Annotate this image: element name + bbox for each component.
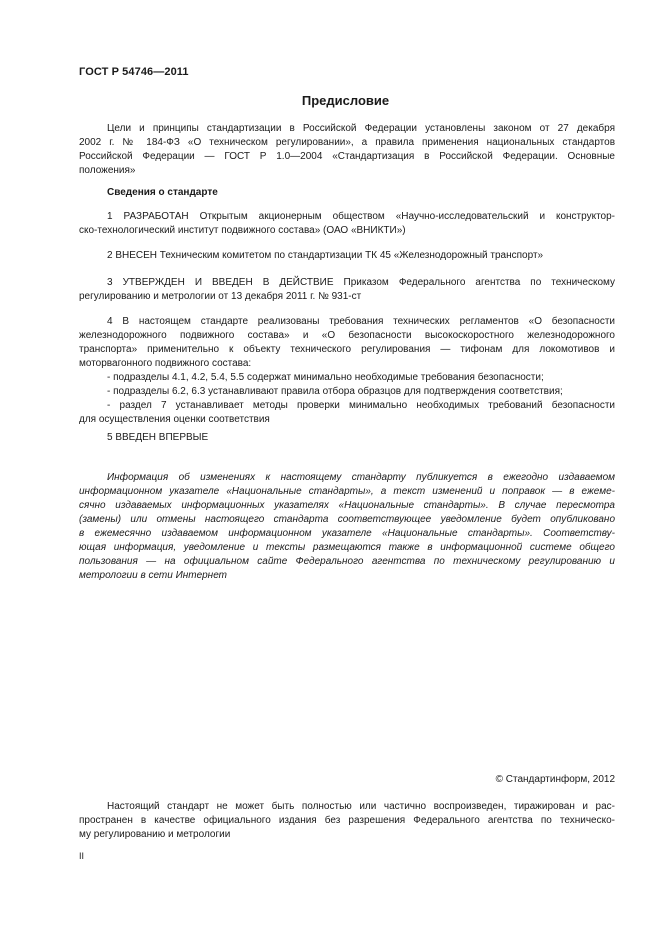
list-item xyxy=(79,249,615,263)
text-line: 4 В настоящем стандарте реализованы требования технических регламентов «О безопасности xyxy=(107,316,615,327)
intro-paragraph xyxy=(79,122,615,178)
text-line: Информация об изменениях к настоящему стандарту публикуется в ежегодно издаваемом xyxy=(107,472,615,483)
text-line: 2 ВНЕСЕН Техническим комитетом по стандартизации ТК 45 «Железнодорожный транспорт» xyxy=(107,250,544,261)
text-line: транспорта» применительно к объекту технического регулирования — тифонам для локомотивов и xyxy=(79,344,615,355)
text-line: положения» xyxy=(79,165,136,176)
text-line: Цели и принципы стандартизации в Российской Федерации установлены законом от 27 декабря xyxy=(107,123,615,134)
text-line: пользования — на официальном сайте Федерального агентства по техническому регулированию и xyxy=(79,556,615,567)
text-line: 1 РАЗРАБОТАН Открытым акционерным обществом «Научно-исследовательский и конструктор- xyxy=(107,211,615,222)
text-line: моторвагонного подвижного состава: xyxy=(79,358,252,369)
list-item xyxy=(79,210,615,238)
list-item xyxy=(79,431,615,445)
text-line: пространен в качестве официального издания без разрешения Федерального агентства по техническо- xyxy=(79,815,615,826)
text-line: сячно издаваемых информационных указателях «Национальные стандарты». В случае пересмотра xyxy=(79,500,615,511)
text-line: метрологии в сети Интернет xyxy=(79,570,227,581)
text-line: для осуществления оценки соответствия xyxy=(79,414,270,425)
page-title: Предисловие xyxy=(301,93,390,108)
copyright: © Стандартинформ, 2012 xyxy=(495,774,615,785)
text-line: 2002 г. № 184-ФЗ «О техническом регулировании», а правила применения национальных стандартов xyxy=(79,137,615,148)
list-item xyxy=(79,276,615,304)
text-line: - подразделы 4.1, 4.2, 5.4, 5.5 содержат минимально необходимые требования безопасности; xyxy=(107,372,544,383)
section-heading: Сведения о стандарте xyxy=(107,187,218,198)
rights-paragraph xyxy=(79,800,615,842)
text-line: - подразделы 6.2, 6.3 устанавливают правила отбора образцов для подтверждения соответствия; xyxy=(107,386,563,397)
text-line: ющая информация, уведомление и тексты размещаются также в информационной системе общего xyxy=(79,542,615,553)
text-line: ско-технологический институт подвижного состава» (ОАО «ВНИКТИ») xyxy=(79,225,406,236)
text-line: в ежемесячно издаваемом информационном указателе «Национальные стандарты». Соответству- xyxy=(79,528,615,539)
text-line: - раздел 7 устанавливает методы проверки минимально необходимых требований безопасности xyxy=(107,400,615,411)
text-line: му регулированию и метрологии xyxy=(79,829,231,840)
list-item xyxy=(79,315,615,427)
text-line: Российской Федерации — ГОСТ Р 1.0—2004 «Стандартизация в Российской Федерации. Основные xyxy=(79,151,615,162)
text-line: 3 УТВЕРЖДЕН И ВВЕДЕН В ДЕЙСТВИЕ Приказом Федерального агентства по техническому xyxy=(107,277,615,288)
document-code: ГОСТ Р 54746—2011 xyxy=(79,66,189,78)
text-line: Настоящий стандарт не может быть полностью или частично воспроизведен, тиражирован и рас- xyxy=(107,801,615,812)
text-line: железнодорожного подвижного состава» и «О безопасности высокоскоростного железнодорожного xyxy=(79,330,615,341)
text-line: (замены) или отмены настоящего стандарта соответствующее уведомление будет опубликовано xyxy=(79,514,615,525)
notice-paragraph xyxy=(79,471,615,583)
text-line: информационном указателе «Национальные стандарты», а текст изменений и поправок — в ежеме- xyxy=(79,486,615,497)
page-number: II xyxy=(79,851,85,861)
text-line: регулированию и метрологии от 13 декабря 2011 г. № 931-ст xyxy=(79,291,362,302)
text-line: 5 ВВЕДЕН ВПЕРВЫЕ xyxy=(107,432,209,443)
